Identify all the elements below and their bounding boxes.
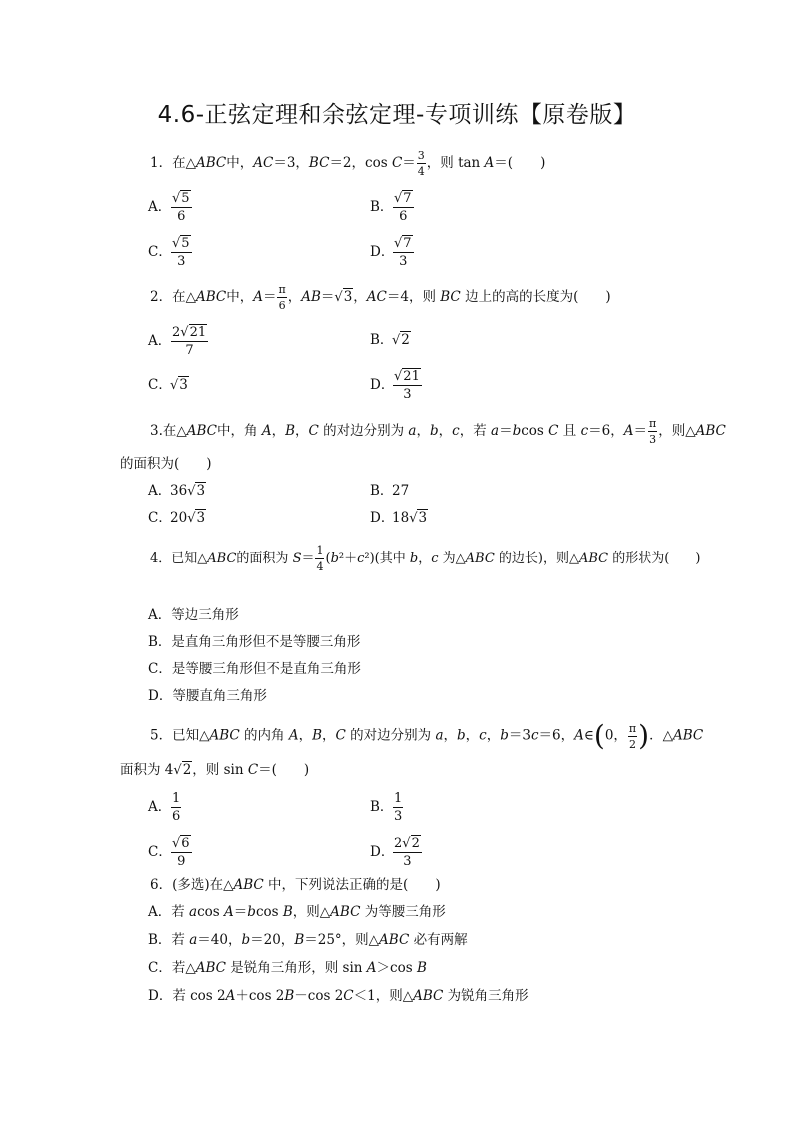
- q3-option-b[interactable]: B．27: [370, 483, 410, 499]
- q3-option-c[interactable]: C．20√3: [148, 510, 206, 526]
- q1-option-b[interactable]: B． $\frac{√7}{6}$: [370, 191, 412, 224]
- q6-option-a[interactable]: A．若 acos A＝bcos B，则△ABC 为等腰三角形: [148, 904, 446, 920]
- q2-option-c[interactable]: C．√3: [148, 377, 188, 393]
- q6-option-c[interactable]: C．若△ABC 是锐角三角形，则 sin A＞cos B: [148, 960, 427, 976]
- q5-option-d[interactable]: D． $\frac{2√2}{3}$: [370, 836, 420, 869]
- fraction: $\frac{3}{4}$: [417, 149, 425, 178]
- q4-option-c[interactable]: C．是等腰三角形但不是直角三角形: [148, 661, 361, 677]
- q6-option-b[interactable]: B．若 a＝40，b＝20，B＝25°，则△ABC 必有两解: [148, 932, 468, 948]
- q2-option-a[interactable]: A． $\frac{2√21}{7}$: [148, 325, 207, 358]
- q4-option-a[interactable]: A．等边三角形: [148, 607, 239, 623]
- question-3-stem-line2: 的面积为( ): [120, 456, 212, 472]
- question-3-stem: 3.在△ABC中，角 A，B，C 的对边分别为 a，b，c，若 a＝bcos C 且 c＝6，A＝ $\frac{\pi}{3}$ ，则△ABC: [150, 417, 726, 446]
- q1-option-a[interactable]: A． $\frac{√5}{6}$: [148, 191, 190, 224]
- q1-option-c[interactable]: C． $\frac{√5}{3}$: [148, 236, 190, 269]
- question-5-stem: 5．已知△ABC 的内角 A，B，C 的对边分别为 a，b，c，b＝3c＝6，A∈(0， $\frac{\pi}{2}$ )．△ABC: [150, 719, 704, 752]
- q3-option-d[interactable]: D．18√3: [370, 510, 428, 526]
- q4-option-d[interactable]: D．等腰直角三角形: [148, 688, 267, 704]
- q5-option-c[interactable]: C． $\frac{√6}{9}$: [148, 836, 190, 869]
- question-4-stem: 4．已知△ABC的面积为 S＝ $\frac{1}{4}$ (b²＋c²)(其中 b，c 为△ABC 的边长)，则△ABC 的形状为( ): [150, 544, 701, 573]
- question-6-stem: 6．(多选)在△ABC 中，下列说法正确的是( ): [150, 877, 441, 893]
- question-2-stem: 2．在△ABC中，A＝ $\frac{\pi}{6}$ ，AB＝√3，AC＝4，则 BC 边上的高的长度为( ): [150, 283, 611, 312]
- page-title: 4.6-正弦定理和余弦定理-专项训练【原卷版】: [157, 102, 637, 128]
- q6-option-d[interactable]: D．若 cos 2A＋cos 2B－cos 2C＜1，则△ABC 为锐角三角形: [148, 988, 529, 1004]
- q3-option-a[interactable]: A．36√3: [148, 483, 206, 499]
- q1-option-d[interactable]: D． $\frac{√7}{3}$: [370, 236, 412, 269]
- q4-option-b[interactable]: B．是直角三角形但不是等腰三角形: [148, 634, 361, 650]
- q2-option-b[interactable]: B．√2: [370, 332, 410, 348]
- q5-option-a[interactable]: A． $\frac{1}{6}$: [148, 791, 181, 824]
- question-5-stem-line2: 面积为 4√2，则 sin C＝( ): [120, 762, 310, 778]
- question-1-stem: 1．在△ABC中，AC＝3，BC＝2，cos C＝ $\frac{3}{4}$ ，则 tan A＝( ): [150, 149, 546, 178]
- q5-option-b[interactable]: B． $\frac{1}{3}$: [370, 791, 403, 824]
- q2-option-d[interactable]: D． $\frac{√21}{3}$: [370, 369, 420, 402]
